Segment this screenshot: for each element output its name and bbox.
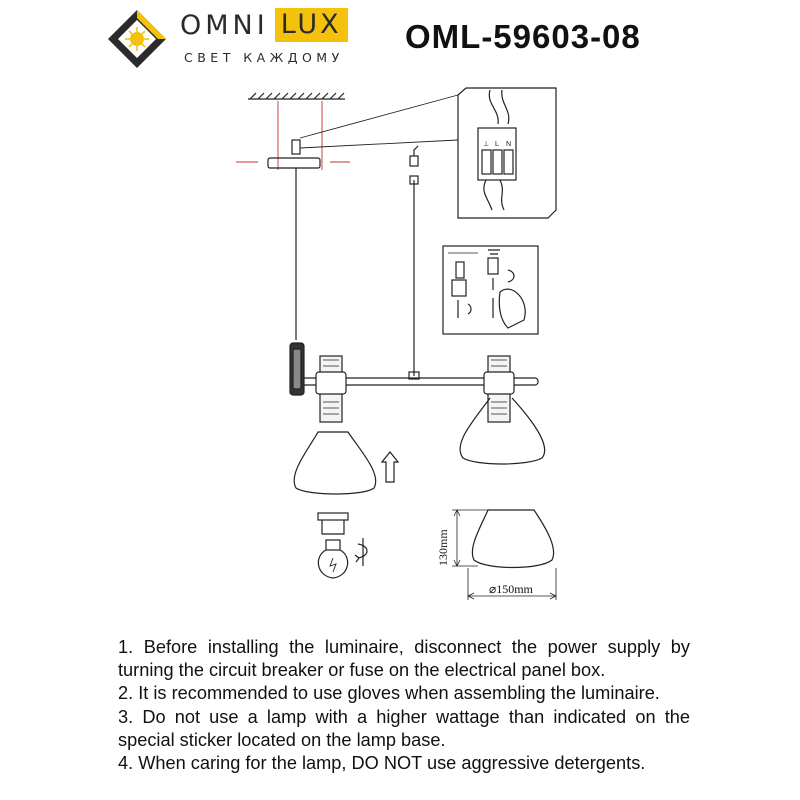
brand-name	[180, 8, 348, 42]
diameter-dimension-label: ⌀150mm	[489, 582, 533, 596]
wiring-detail	[458, 88, 556, 218]
shade-to-install	[294, 432, 376, 494]
cable-grip	[410, 146, 418, 184]
model-number: OML-59603-08	[405, 18, 641, 55]
bulb-change-detail	[443, 246, 538, 334]
left-end-cap	[290, 343, 304, 395]
svg-text:⊥: ⊥	[483, 141, 490, 148]
ceiling-hatch	[248, 93, 345, 99]
svg-text:L: L	[495, 141, 499, 148]
drill-guides	[236, 101, 350, 170]
socket-cup	[318, 513, 348, 534]
instruction-item: 3. Do not use a lamp with a higher wattage than indicated on the special sticker located on the lamp base.	[118, 706, 690, 750]
brand-name-part2: LUX	[275, 8, 348, 42]
installation-instructions	[118, 636, 690, 775]
socket-holder-left	[316, 356, 346, 422]
up-arrow-icon	[382, 452, 398, 482]
brand-name-part1: OMNI	[180, 9, 269, 41]
instruction-item: 1. Before installing the luminaire, disconnect the power supply by turning the circuit breaker or fuse on the electrical panel box.	[118, 637, 690, 681]
brand-tagline: СВЕТ КАЖДОМУ	[184, 50, 344, 65]
terminal-labels	[483, 141, 511, 148]
ceiling-canopy	[268, 140, 320, 176]
socket-holder-right	[484, 356, 514, 422]
svg-text:N: N	[506, 141, 512, 148]
instruction-item: 2. It is recommended to use gloves when assembling the luminaire.	[118, 683, 660, 704]
header	[0, 0, 800, 80]
bulb-icon	[318, 540, 347, 578]
installation-diagram	[0, 80, 800, 620]
height-dimension-label: 130mm	[436, 529, 450, 566]
rotate-arrow-icon	[355, 538, 367, 566]
logo-icon	[106, 8, 168, 70]
instruction-item: 4. When caring for the lamp, DO NOT use aggressive detergents.	[118, 753, 646, 774]
